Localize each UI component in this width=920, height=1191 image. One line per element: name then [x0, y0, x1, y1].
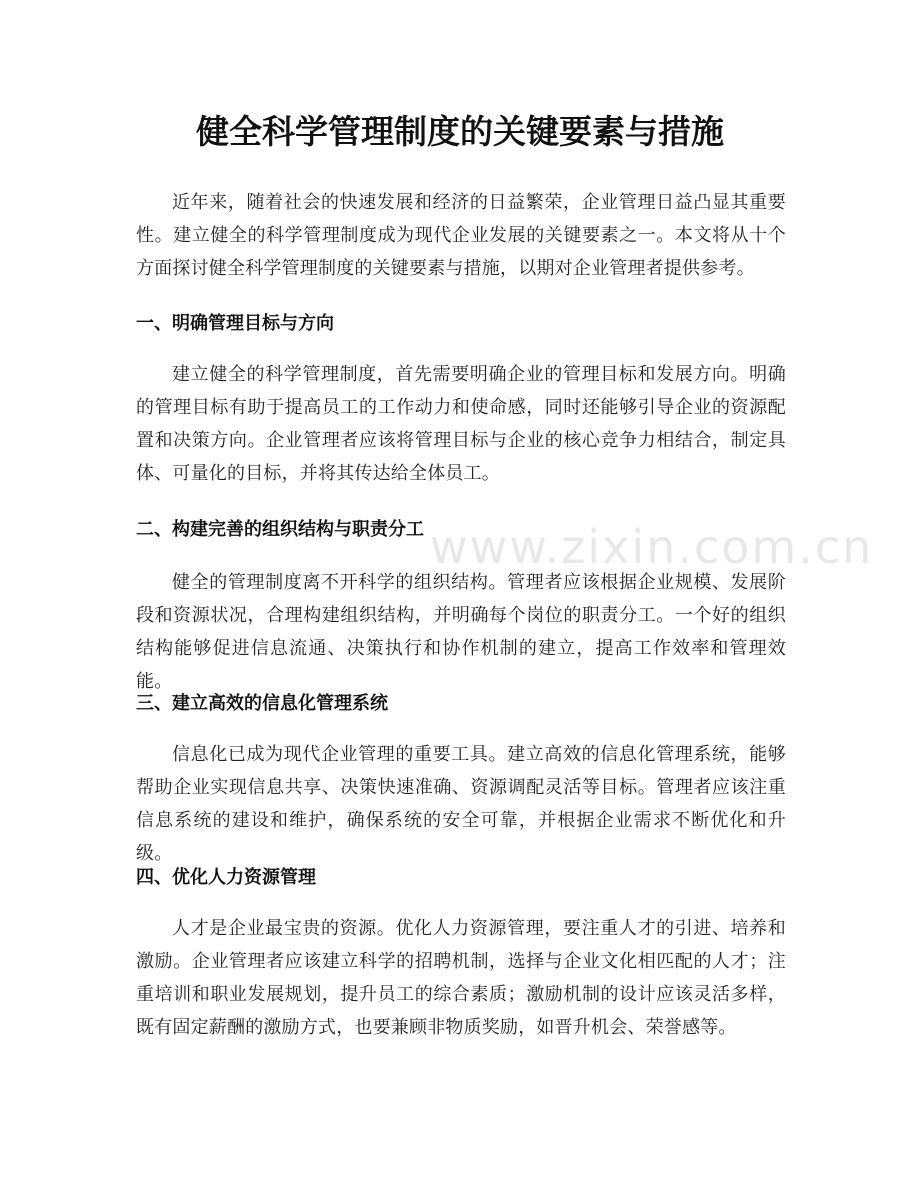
section-heading-4: 四、优化人力资源管理 — [136, 867, 316, 888]
section-body-2: 健全的管理制度离不开科学的组织结构。管理者应该根据企业规模、发展阶段和资源状况，合理构建组织结构，并明确每个岗位的职责分工。一个好的组织结构能够促进信息流通、决策执行和协作机制的建立，提高工作效率和管理效能。 — [136, 572, 786, 692]
document-title: 健全科学管理制度的关键要素与措施 — [196, 112, 724, 151]
section-body-4: 人才是企业最宝贵的资源。优化人力资源管理，要注重人才的引进、培养和激励。企业管理者应该建立科学的招聘机制，选择与企业文化相匹配的人才；注重培训和职业发展规划，提升员工的综合素质；激励机制的设计应该灵活多样，既有固定薪酬的激励方式，也要兼顾非物质奖励，如晋升机会、荣誉感等。 — [136, 918, 786, 1038]
section-heading-2: 二、构建完善的组织结构与职责分工 — [136, 519, 424, 540]
section-body-3: 信息化已成为现代企业管理的重要工具。建立高效的信息化管理系统，能够帮助企业实现信息共享、决策快速准确、资源调配灵活等目标。管理者应该注重信息系统的建设和维护，确保系统的安全可靠，并根据企业需求不断优化和升级。 — [136, 744, 786, 864]
section-heading-1: 一、明确管理目标与方向 — [136, 313, 334, 334]
watermark: www.zixin.com.cn — [430, 520, 874, 574]
section-body-1: 建立健全的科学管理制度，首先需要明确企业的管理目标和发展方向。明确的管理目标有助于提高员工的工作动力和使命感，同时还能够引导企业的资源配置和决策方向。企业管理者应该将管理目标与企业的核心竞争力相结合，制定具体、可量化的目标，并将其传达给全体员工。 — [136, 364, 786, 484]
section-heading-3: 三、建立高效的信息化管理系统 — [136, 693, 388, 714]
intro-paragraph: 近年来，随着社会的快速发展和经济的日益繁荣，企业管理日益凸显其重要性。建立健全的科学管理制度成为现代企业发展的关键要素之一。本文将从十个方面探讨健全科学管理制度的关键要素与措施，以期对企业管理者提供参考。 — [136, 192, 786, 279]
